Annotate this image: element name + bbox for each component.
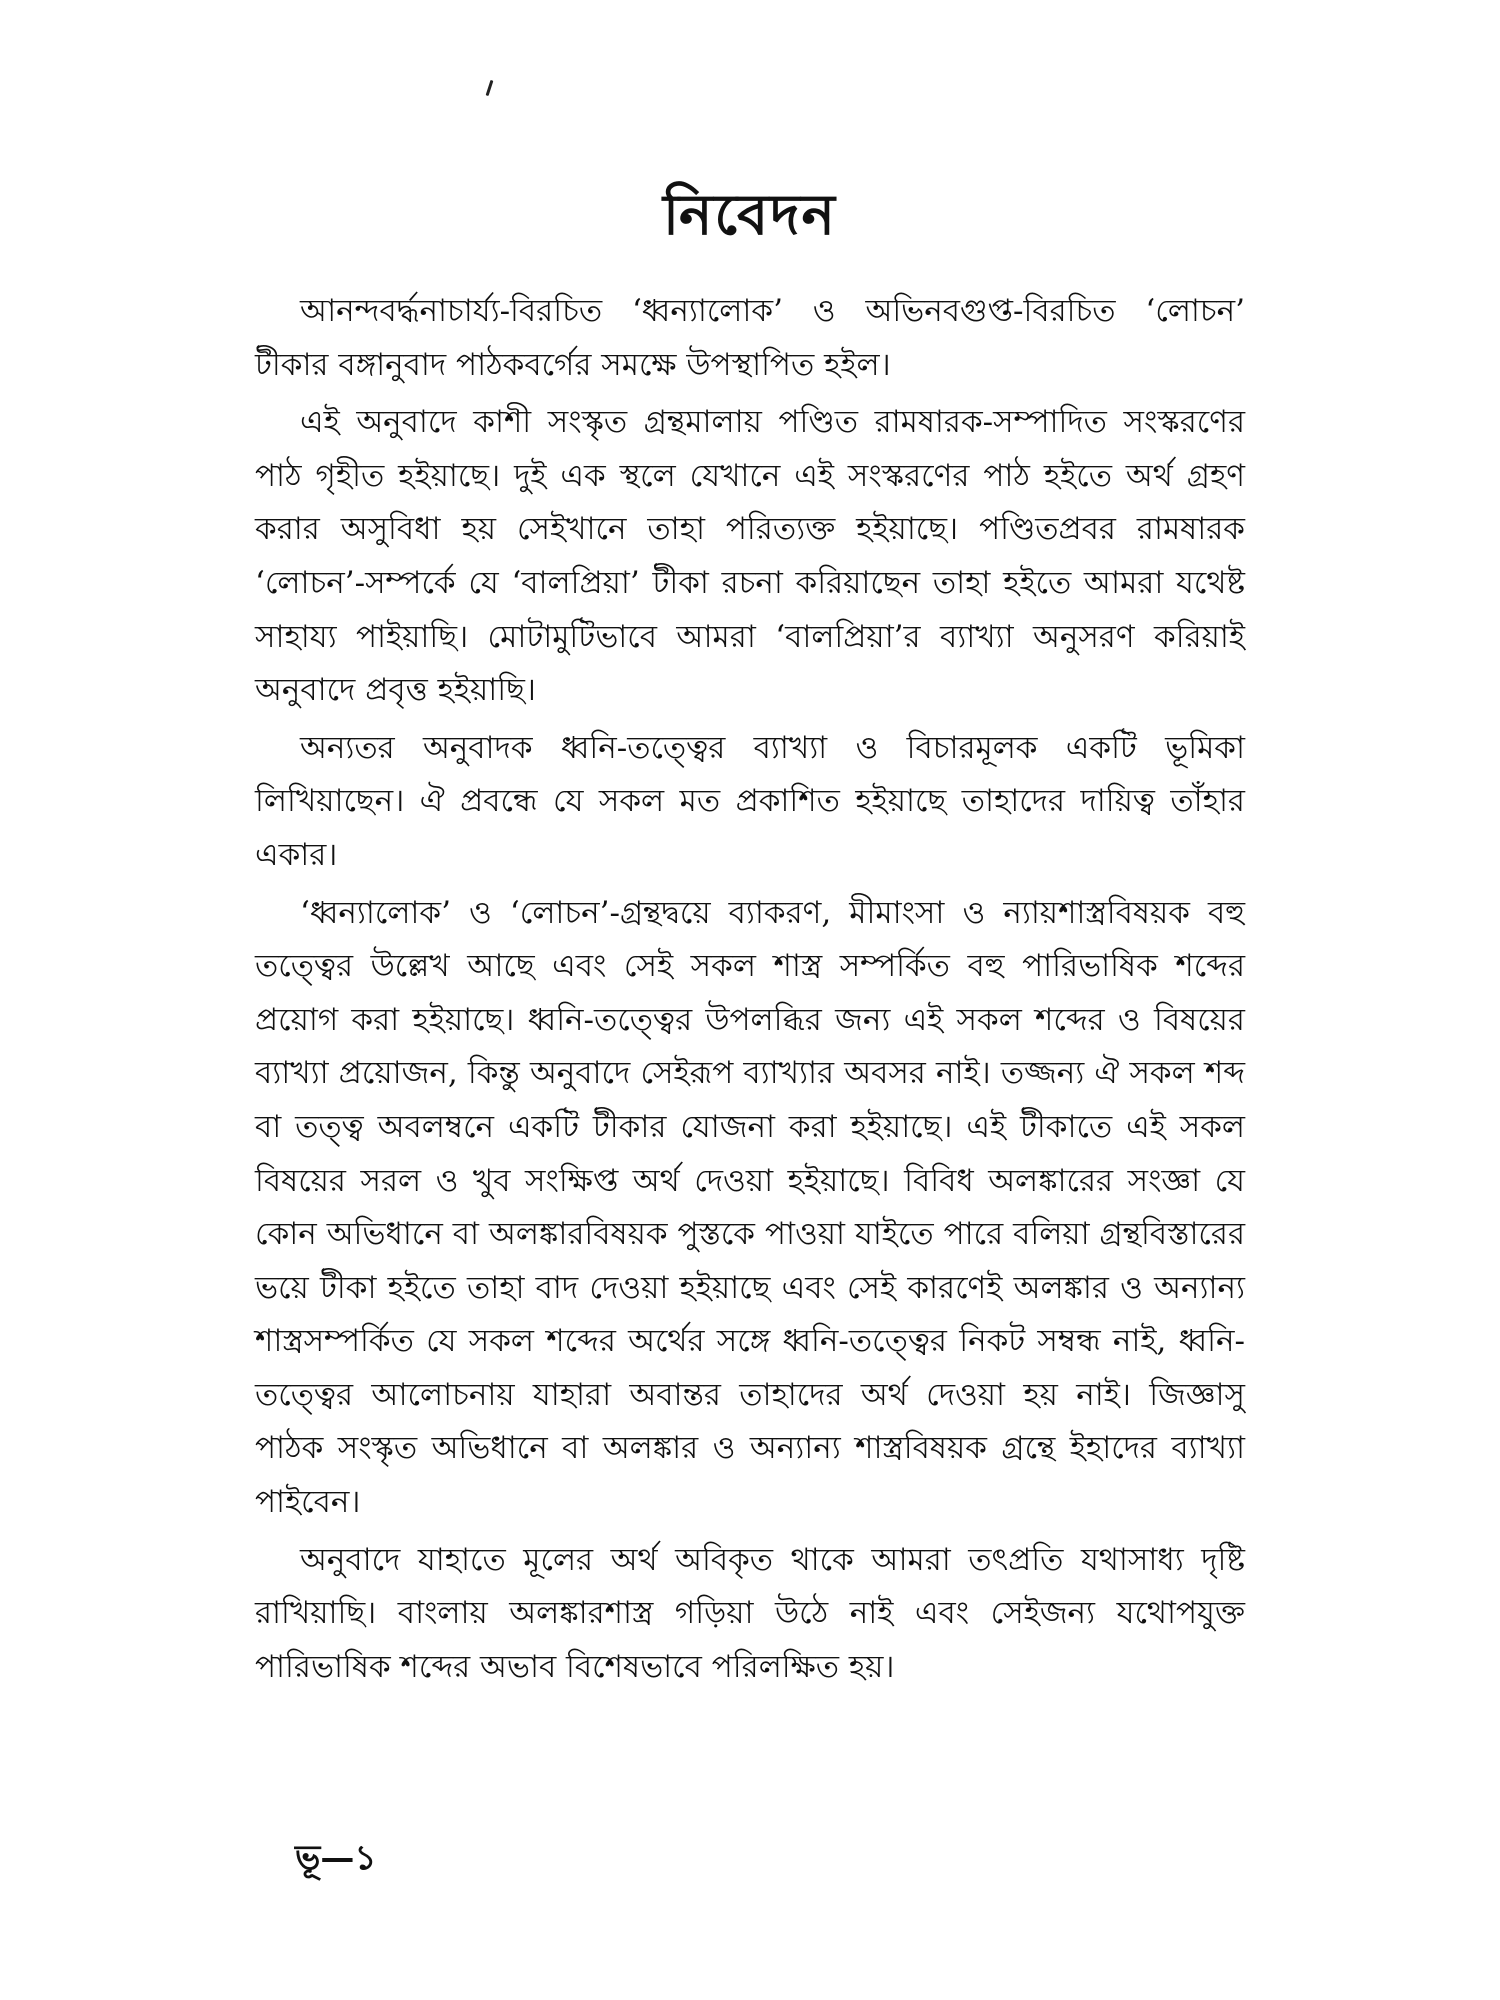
paragraph-introduction-note: অন্যতর অনুবাদক ধ্বনি-তত্ত্বের ব্যাখ্যা ও বিচারমূলক একটি ভূমিকা লিখিয়াছেন। ঐ প্রবন্ধে যে সকল মত প্রকাশিত হইয়াছে তাহাদের দায়িত্ব তাঁহার একার। xyxy=(255,729,1245,873)
paragraph-edition-source: এই অনুবাদে কাশী সংস্কৃত গ্রন্থমালায় পণ্ডিত রামষারক-সম্পাদিত সংস্করণের পাঠ গৃহীত হইয়াছে। দুই এক স্থলে যেখানে এই সংস্করণের পাঠ হইতে অর্থ গ্রহণ করার অসুবিধা হয় সেইখানে তাহা পরিত্যক্ত হইয়াছে। পণ্ডিতপ্রবর রামষারক ‘লোচন’-সম্পর্কে যে ‘বালপ্রিয়া’ টীকা রচনা করিয়াছেন তাহা হইতে আমরা যথেষ্ট সাহায্য পাইয়াছি। মোটামুটিভাবে আমরা ‘বালপ্রিয়া’র ব্যাখ্যা অনুসরণ করিয়াই অনুবাদে প্রবৃত্ত হইয়াছি। xyxy=(255,404,1245,709)
body-text xyxy=(255,285,1245,1698)
paragraph-translation-note: অনুবাদে যাহাতে মূলের অর্থ অবিকৃত থাকে আমরা তৎপ্রতি যথাসাধ্য দৃষ্টি রাখিয়াছি। বাংলায় অলঙ্কারশাস্ত্র গড়িয়া উঠে নাই এবং সেইজন্য যথোপযুক্ত পারিভাষিক শব্দের অভাব বিশেষভাবে পরিলক্ষিত হয়। xyxy=(255,1541,1245,1685)
page-title: নিবেদন xyxy=(663,182,837,248)
page-signature-marker: ভূ—১ xyxy=(295,1838,377,1878)
ink-mark xyxy=(486,80,494,96)
paragraph-commentary-note: ‘ধ্বন্যালোক’ ও ‘লোচন’-গ্রন্থদ্বয়ে ব্যাকরণ, মীমাংসা ও ন্যায়শাস্ত্রবিষয়ক বহু তত্ত্বের উল্লেখ আছে এবং সেই সকল শাস্ত্র সম্পর্কিত বহু পারিভাষিক শব্দের প্রয়োগ করা হইয়াছে। ধ্বনি-তত্ত্বের উপলব্ধির জন্য এই সকল শব্দের ও বিষয়ের ব্যাখ্যা প্রয়োজন, কিন্তু অনুবাদে সেইরূপ ব্যাখ্যার অবসর নাই। তজ্জন্য ঐ সকল শব্দ বা তত্ত্ব অবলম্বনে একটি টীকার যোজনা করা হইয়াছে। এই টীকাতে এই সকল বিষয়ের সরল ও খুব সংক্ষিপ্ত অর্থ দেওয়া হইয়াছে। বিবিধ অলঙ্কারের সংজ্ঞা যে কোন অভিধানে বা অলঙ্কারবিষয়ক পুস্তকে পাওয়া যাইতে পারে বলিয়া গ্রন্থবিস্তারের ভয়ে টীকা হইতে তাহা বাদ দেওয়া হইয়াছে এবং সেই কারণেই অলঙ্কার ও অন্যান্য শাস্ত্রসম্পর্কিত যে সকল শব্দের অর্থের সঙ্গে ধ্বনি-তত্ত্বের নিকট সম্বন্ধ নাই, ধ্বনি-তত্ত্বের আলোচনায় যাহারা অবান্তর তাহাদের অর্থ দেওয়া হয় নাই। জিজ্ঞাসু পাঠক সংস্কৃত অভিধানে বা অলঙ্কার ও অন্যান্য শাস্ত্রবিষয়ক গ্রন্থে ইহাদের ব্যাখ্যা পাইবেন। xyxy=(255,894,1245,1521)
paragraph-intro: আনন্দবর্দ্ধনাচার্য্য-বিরচিত ‘ধ্বন্যালোক’ ও অভিনবগুপ্ত-বিরচিত ‘লোচন’ টীকার বঙ্গানুবাদ পাঠকবর্গের সমক্ষে উপস্থাপিত হইল। xyxy=(255,293,1245,383)
